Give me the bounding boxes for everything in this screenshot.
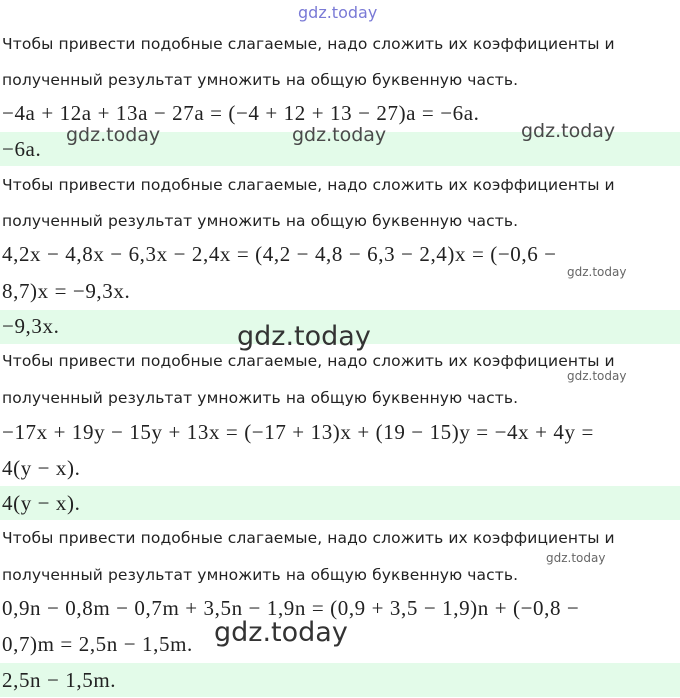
rule-text-line-2: полученный результат умножить на общую буквенную часть. bbox=[2, 212, 519, 230]
watermark: gdz.today bbox=[546, 551, 606, 565]
solution-line: 4,2x − 4,8x − 6,3x − 2,4x = (4,2 − 4,8 − 6,3 − 2,4)x = (−0,6 − bbox=[2, 242, 557, 266]
solution-line: 8,7)x = −9,3x. bbox=[2, 279, 131, 303]
answer-text: 4(y − x). bbox=[2, 491, 81, 515]
solution-line: −4a + 12a + 13a − 27a = (−4 + 12 + 13 − 27)a = −6a. bbox=[2, 101, 480, 125]
answer-text: 2,5n − 1,5m. bbox=[2, 668, 117, 692]
rule-text-line-2: полученный результат умножить на общую буквенную часть. bbox=[2, 389, 519, 407]
answer-text: −9,3x. bbox=[2, 314, 60, 338]
watermark: gdz.today bbox=[66, 124, 161, 146]
answer-text: −6a. bbox=[2, 137, 42, 161]
watermark: gdz.today bbox=[298, 3, 378, 22]
watermark: gdz.today bbox=[237, 321, 371, 352]
solution-line: −17x + 19y − 15y + 13x = (−17 + 13)x + (19 − 15)y = −4x + 4y = bbox=[2, 420, 594, 444]
watermark: gdz.today bbox=[292, 124, 387, 146]
rule-text-line-1: Чтобы привести подобные слагаемые, надо сложить их коэффициенты и bbox=[2, 352, 615, 370]
solution-line: 0,9n − 0,8m − 0,7m + 3,5n − 1,9n = (0,9 + 3,5 − 1,9)n + (−0,8 − bbox=[2, 596, 580, 620]
watermark: gdz.today bbox=[214, 617, 348, 648]
solution-line: 0,7)m = 2,5n − 1,5m. bbox=[2, 632, 193, 656]
rule-text-line-2: полученный результат умножить на общую буквенную часть. bbox=[2, 566, 519, 584]
watermark: gdz.today bbox=[521, 120, 616, 142]
solution-line: 4(y − x). bbox=[2, 456, 81, 480]
rule-text-line-1: Чтобы привести подобные слагаемые, надо сложить их коэффициенты и bbox=[2, 176, 615, 194]
rule-text-line-2: полученный результат умножить на общую буквенную часть. bbox=[2, 71, 519, 89]
watermark: gdz.today bbox=[567, 369, 627, 383]
watermark: gdz.today bbox=[567, 265, 627, 279]
rule-text-line-1: Чтобы привести подобные слагаемые, надо сложить их коэффициенты и bbox=[2, 529, 615, 547]
answer-band-3 bbox=[0, 486, 680, 520]
rule-text-line-1: Чтобы привести подобные слагаемые, надо сложить их коэффициенты и bbox=[2, 35, 615, 53]
